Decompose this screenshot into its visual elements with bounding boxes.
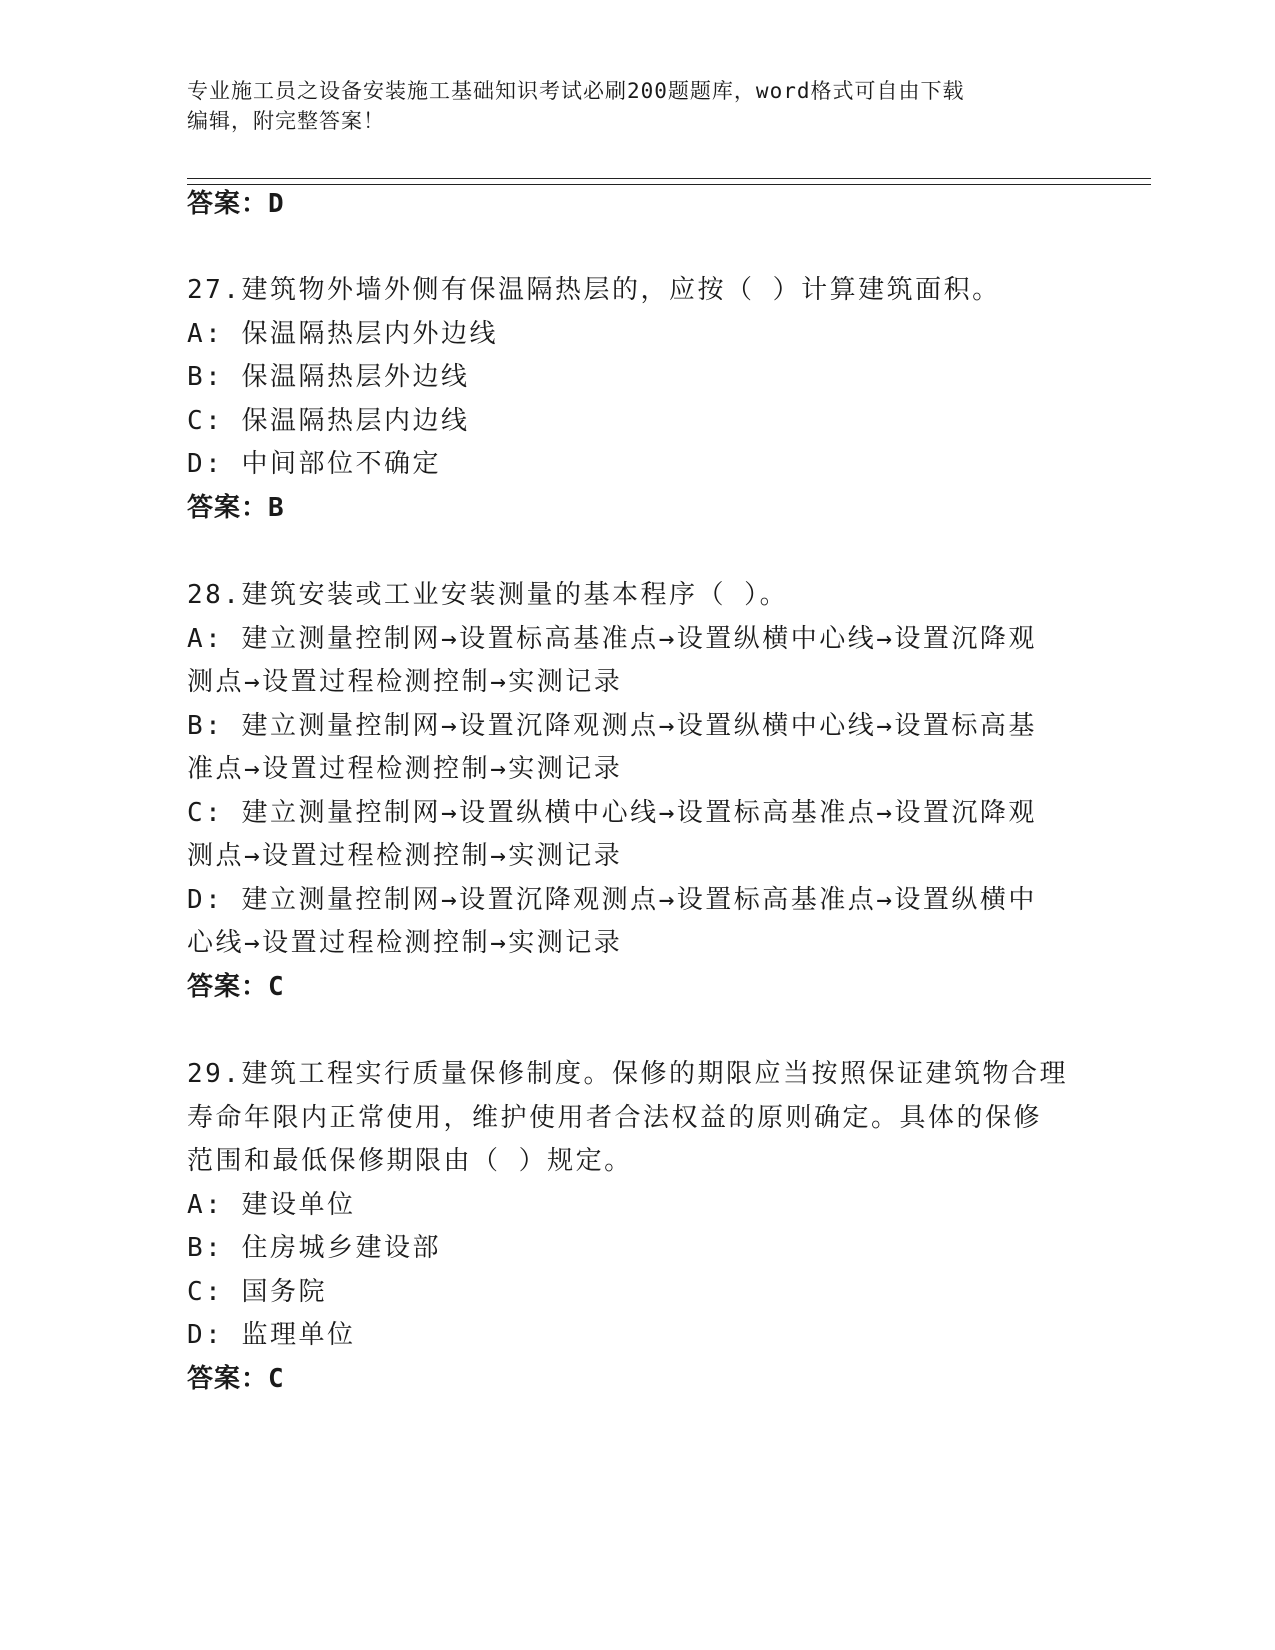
question-29-option-d: D: 监理单位 [187, 1320, 356, 1350]
question-27-option-c: C: 保温隔热层内边线 [187, 406, 470, 436]
header-line-1: 专业施工员之设备安装施工基础知识考试必刷200题题库，word格式可自由下载 [187, 79, 965, 103]
header-divider-bottom [187, 184, 1151, 185]
question-27-option-a: A: 保温隔热层内外边线 [187, 319, 498, 349]
question-28-answer: 答案：C [187, 972, 285, 1002]
previous-answer: 答案：D [187, 189, 285, 219]
question-28-option-a: A: 建立测量控制网→设置标高基准点→设置纵横中心线→设置沉降观 [187, 624, 1037, 654]
question-29-stem-2: 寿命年限内正常使用，维护使用者合法权益的原则确定。具体的保修 [187, 1103, 1043, 1133]
question-29-answer: 答案：C [187, 1364, 285, 1394]
question-28-option-c-cont: 测点→设置过程检测控制→实测记录 [187, 841, 623, 871]
question-27-stem: 27.建筑物外墙外侧有保温隔热层的，应按（ ）计算建筑面积。 [187, 275, 1001, 305]
question-28-option-c: C: 建立测量控制网→设置纵横中心线→设置标高基准点→设置沉降观 [187, 798, 1037, 828]
question-28-stem: 28.建筑安装或工业安装测量的基本程序（ ）。 [187, 580, 789, 610]
question-29-option-c: C: 国务院 [187, 1277, 327, 1307]
question-28-option-d: D: 建立测量控制网→设置沉降观测点→设置标高基准点→设置纵横中 [187, 885, 1037, 915]
question-28-option-b-cont: 准点→设置过程检测控制→实测记录 [187, 754, 623, 784]
document-header [187, 76, 1087, 136]
question-29-option-b: B: 住房城乡建设部 [187, 1233, 441, 1263]
header-line-2: 编辑，附完整答案！ [187, 109, 385, 133]
question-27-answer: 答案：B [187, 493, 285, 523]
header-divider-top [187, 178, 1151, 179]
question-27-option-b: B: 保温隔热层外边线 [187, 362, 470, 392]
question-27-option-d: D: 中间部位不确定 [187, 449, 441, 479]
question-29-stem-1: 29.建筑工程实行质量保修制度。保修的期限应当按照保证建筑物合理 [187, 1059, 1068, 1089]
question-28-option-a-cont: 测点→设置过程检测控制→实测记录 [187, 667, 623, 697]
question-29-stem-3: 范围和最低保修期限由（ ）规定。 [187, 1146, 633, 1176]
question-28-option-b: B: 建立测量控制网→设置沉降观测点→设置纵横中心线→设置标高基 [187, 711, 1037, 741]
question-28-option-d-cont: 心线→设置过程检测控制→实测记录 [187, 928, 623, 958]
question-29-option-a: A: 建设单位 [187, 1190, 356, 1220]
